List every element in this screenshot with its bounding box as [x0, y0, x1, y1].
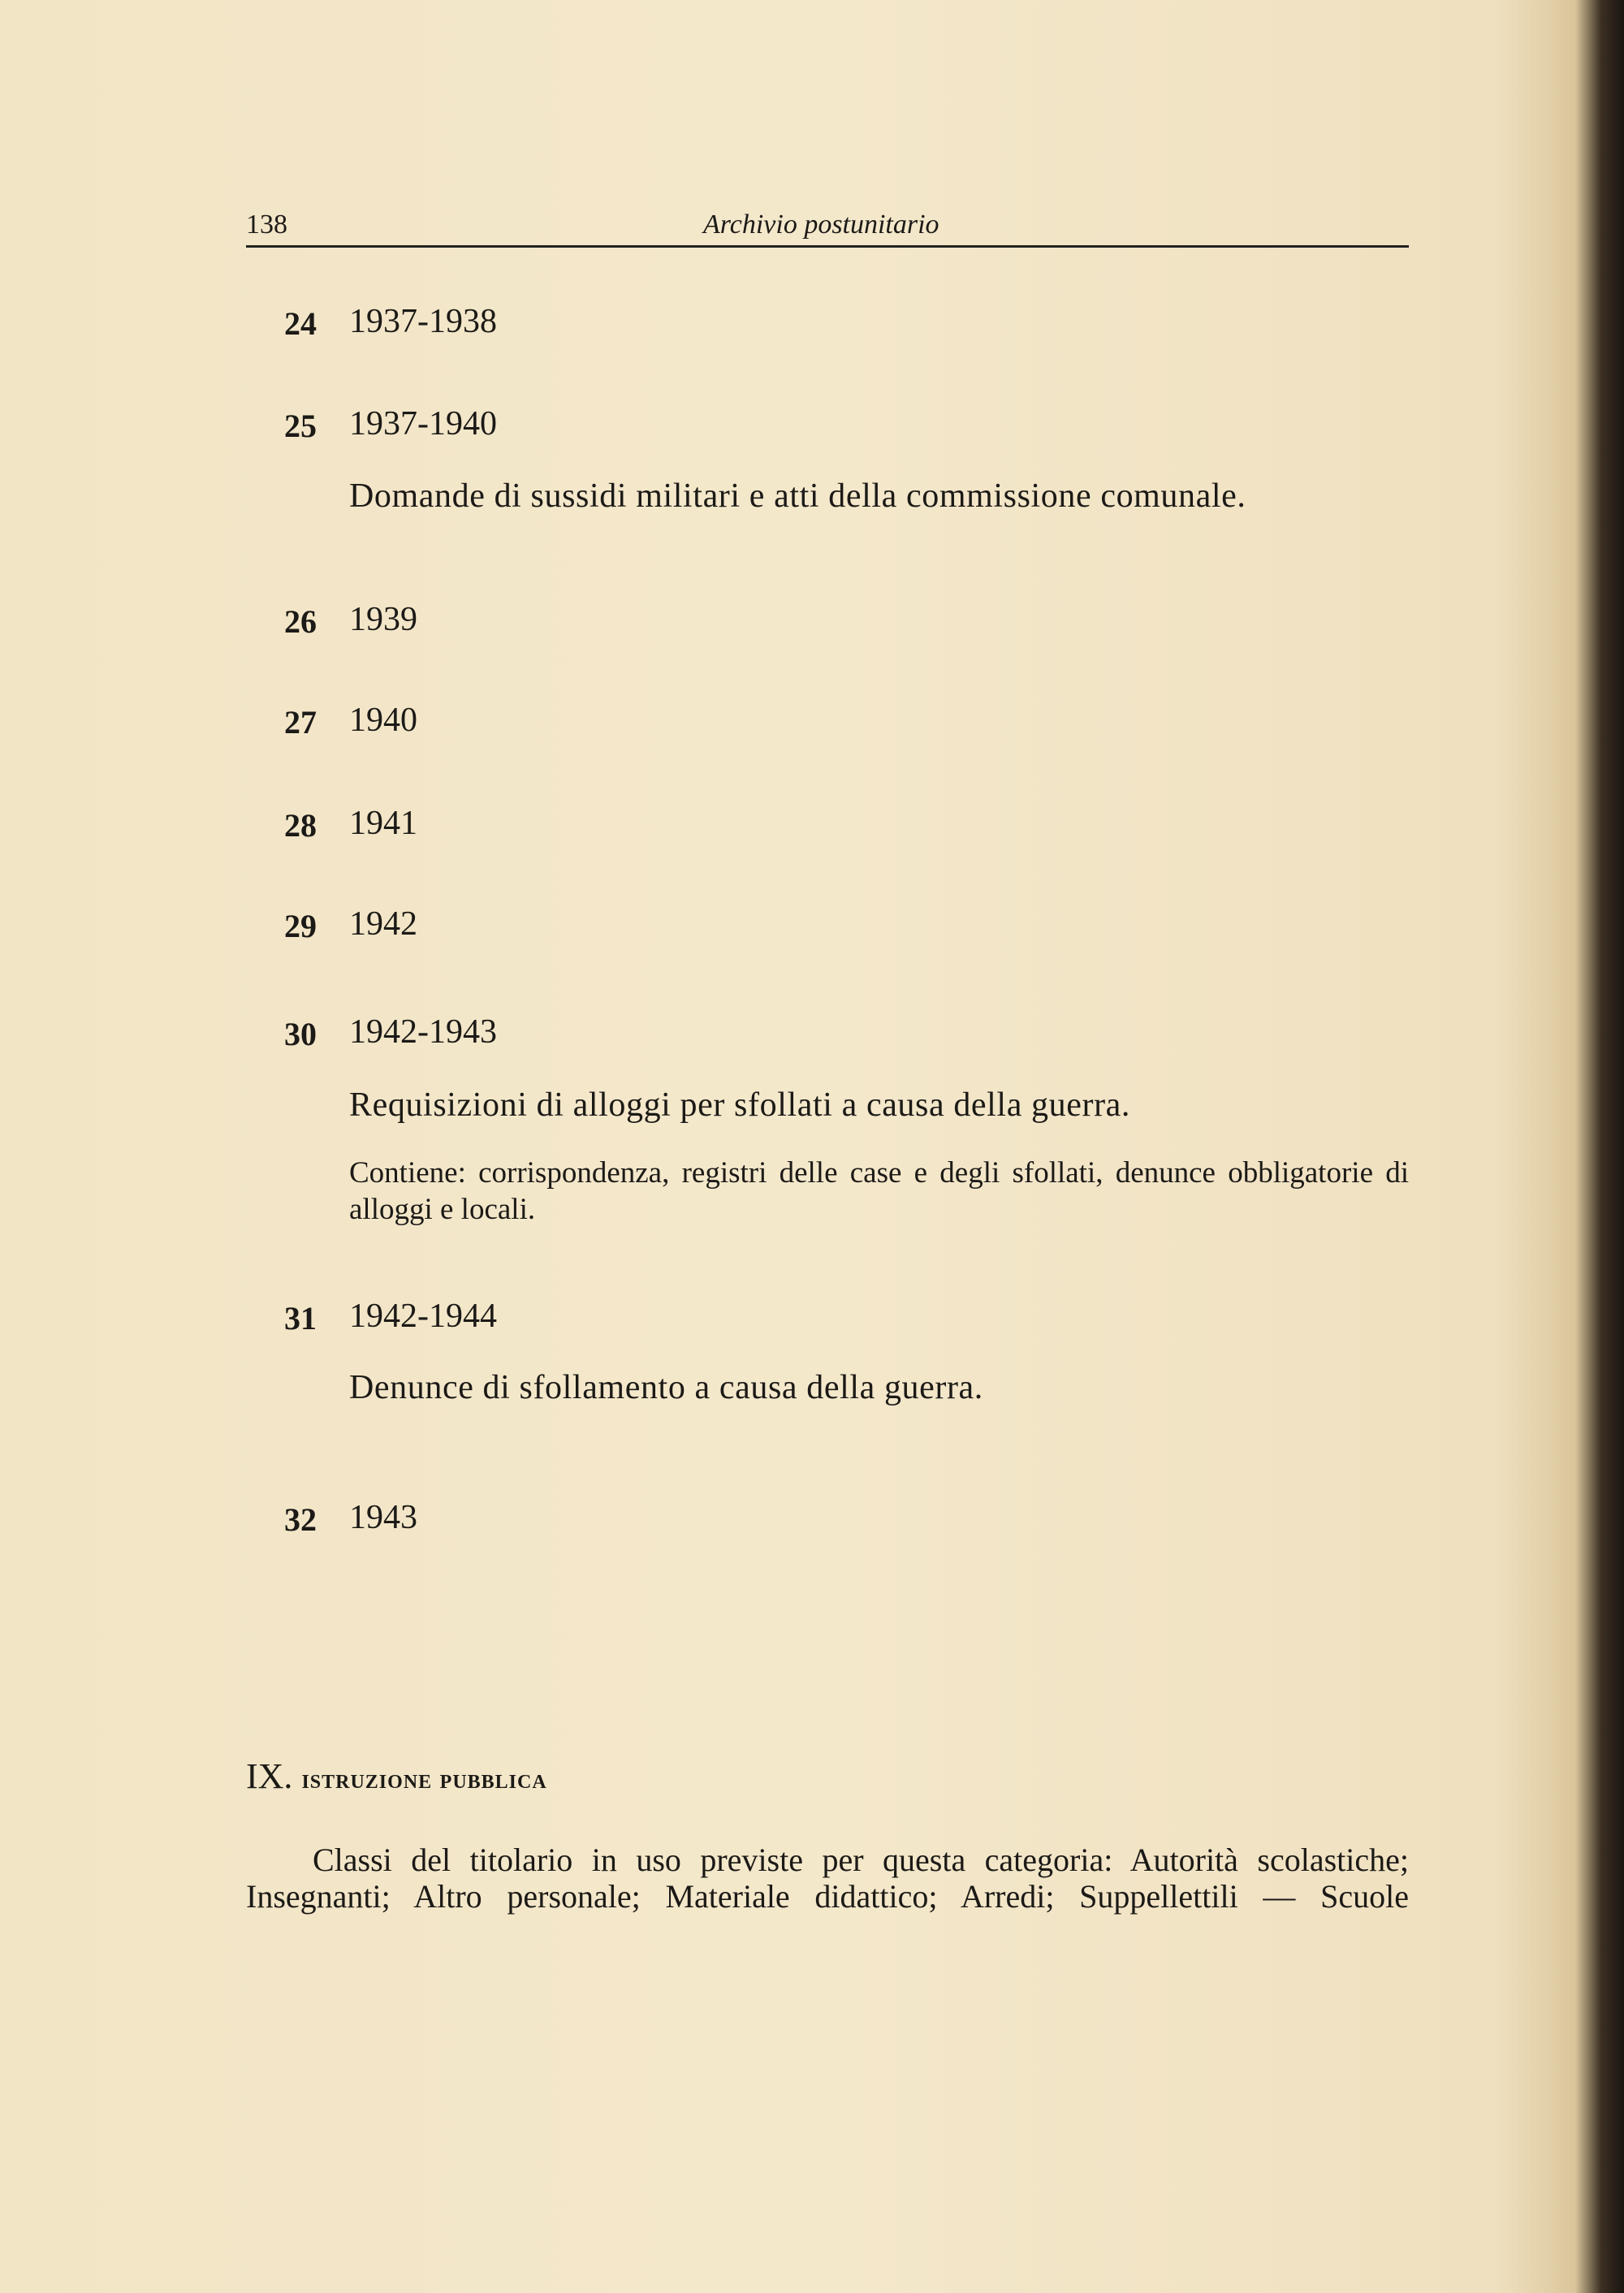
entry-description: Denunce di sfollamento a causa della guerra. — [349, 1369, 983, 1406]
entry-description: Requisizioni di alloggi per sfollati a causa della guerra. — [349, 1086, 1130, 1124]
section-numeral: IX. — [246, 1756, 293, 1796]
section-title: istruzione pubblica — [301, 1764, 547, 1794]
header-rule — [246, 245, 1409, 248]
entry-description: Domande di sussidi militari e atti della commissione comunale. — [349, 477, 1246, 515]
entry-note: Contiene: corrispondenza, registri delle case e degli sfollati, denunce obbligatorie di alloggi e locali. — [349, 1156, 1409, 1226]
entry-number: 25 — [284, 408, 317, 444]
entry-number: 26 — [284, 603, 317, 640]
entry-years: 1937-1940 — [349, 405, 497, 443]
entry-number: 24 — [284, 305, 317, 342]
entry-number: 27 — [284, 704, 317, 741]
entry-number: 30 — [284, 1016, 317, 1052]
entry-number: 28 — [284, 807, 317, 844]
page-number: 138 — [246, 209, 287, 240]
entry-years: 1940 — [349, 702, 417, 739]
entry-number: 32 — [284, 1501, 317, 1538]
entry-years: 1937-1938 — [349, 303, 497, 340]
entry-years: 1942-1944 — [349, 1298, 497, 1335]
entry-years: 1943 — [349, 1499, 417, 1536]
entry-number: 29 — [284, 908, 317, 944]
entry-number: 31 — [284, 1300, 317, 1337]
entry-years: 1939 — [349, 601, 417, 638]
entry-years: 1942 — [349, 905, 417, 943]
entry-years: 1941 — [349, 805, 417, 842]
running-title: Archivio postunitario — [703, 209, 939, 240]
entry-years: 1942-1943 — [349, 1013, 497, 1051]
section-heading — [246, 1755, 547, 1797]
section-paragraph: Classi del titolario in uso previste per questa categoria: Autorità scolastiche; Insegnanti; Altro personale; Materiale didattico; Arredi; Suppellettili — Scuole — [246, 1842, 1409, 1915]
